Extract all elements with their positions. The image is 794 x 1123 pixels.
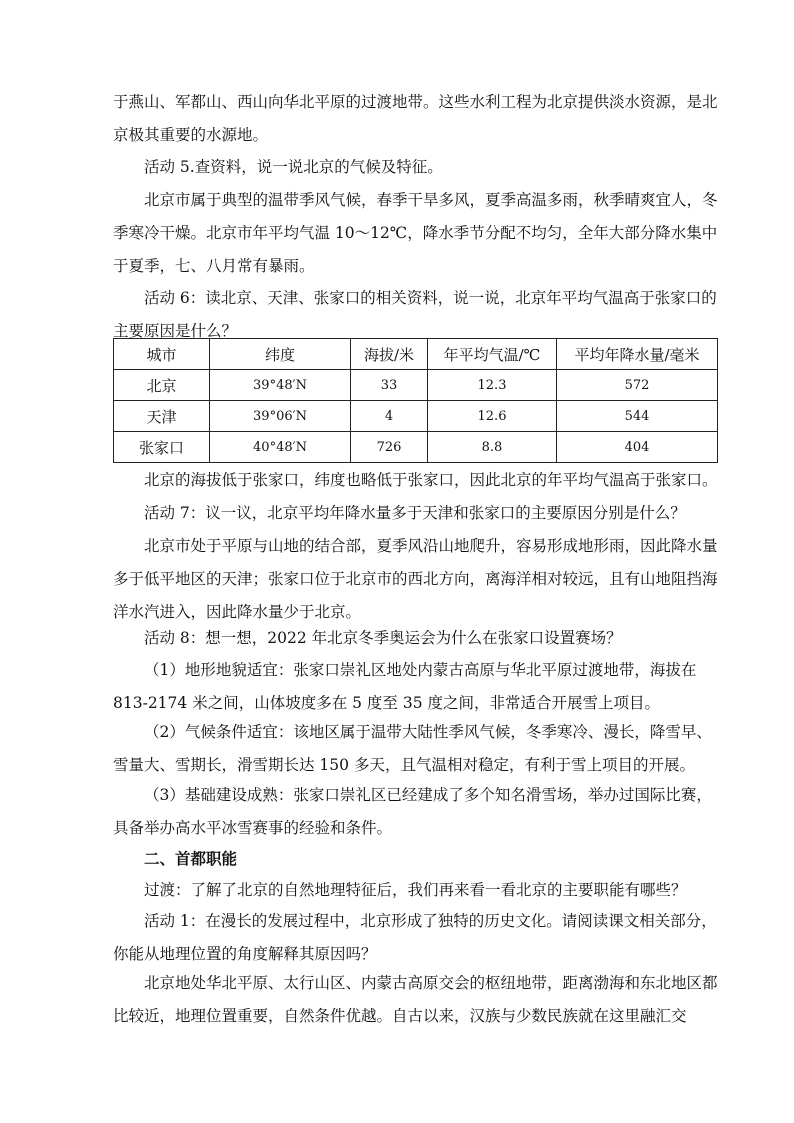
table-cell: 33 [351, 370, 428, 401]
table-header-cell: 海拔/米 [351, 339, 428, 370]
paragraph-water-source: 于燕山、军都山、西山向华北平原的过渡地带。这些水利工程为北京提供淡水资源，是北京极其重要的水源地。 [113, 93, 718, 144]
table-cell: 4 [351, 401, 428, 432]
table-row [114, 370, 718, 401]
table-cell: 12.6 [428, 401, 557, 432]
activity-6-answer: 北京的海拔低于张家口，纬度也略低于张家口，因此北京的年平均气温高于张家口。 [144, 471, 718, 489]
activity-8-point-2: （2）气候条件适宜：该地区属于温带大陆性季风气候，冬季寒冷、漫长，降雪早、雪量大、雪期长，滑雪期长达 150 多天，且气温相对稳定，有利于雪上项目的开展。 [113, 723, 712, 774]
activity-1-prompt: 活动 1：在漫长的发展过程中，北京形成了独特的历史文化。请阅读课文相关部分，你能从地理位置的角度解释其原因吗？ [113, 912, 717, 963]
table-header-cell: 平均年降水量/毫米 [557, 339, 718, 370]
paragraph-climate: 北京市属于典型的温带季风气候，春季干旱多风，夏季高温多雨，秋季晴爽宜人，冬季寒冷干燥。北京市年平均气温 10～12℃，降水季节分配不均匀，全年大部分降水集中于夏季，七、八月常有暴雨。 [113, 191, 718, 275]
activity-7-answer: 北京市处于平原与山地的结合部，夏季风沿山地爬升，容易形成地形雨，因此降水量多于低平地区的天津；张家口位于北京市的西北方向，离海洋相对较远，且有山地阻挡海洋水汽进入，因此降水量少于北京。 [113, 537, 718, 621]
table-header-row [114, 339, 718, 370]
paragraph-location: 北京地处华北平原、太行山区、内蒙古高原交会的枢纽地带，距离渤海和东北地区都比较近，地理位置重要，自然条件优越。自古以来，汉族与少数民族就在这里融汇交 [113, 974, 718, 1025]
transition-text: 过渡：了解了北京的自然地理特征后，我们再来看一看北京的主要职能有哪些？ [144, 881, 687, 899]
table-cell: 天津 [114, 401, 210, 432]
table-header-cell: 年平均气温/℃ [428, 339, 557, 370]
table-cell: 40°48′N [210, 432, 351, 463]
table-cell: 39°48′N [210, 370, 351, 401]
table-cell: 726 [351, 432, 428, 463]
table-cell: 12.3 [428, 370, 557, 401]
table-cell: 北京 [114, 370, 210, 401]
table-cell: 张家口 [114, 432, 210, 463]
activity-5-prompt: 活动 5.查资料，说一说北京的气候及特征。 [144, 158, 443, 176]
activity-8-point-1: （1）地形地貌适宜：张家口崇礼区地处内蒙古高原与华北平原过渡地带，海拔在 813-2174 米之间，山体坡度多在 5 度至 35 度之间，非常适合开展雪上项目。 [113, 661, 697, 712]
table-cell: 544 [557, 401, 718, 432]
table-cell: 8.8 [428, 432, 557, 463]
table-cell: 404 [557, 432, 718, 463]
city-climate-table [113, 338, 718, 463]
table-cell: 39°06′N [210, 401, 351, 432]
table-header-cell: 纬度 [210, 339, 351, 370]
activity-7-prompt: 活动 7：议一议，北京平均年降水量多于天津和张家口的主要原因分别是什么？ [144, 504, 686, 522]
table-row [114, 432, 718, 463]
activity-8-point-3: （3）基础建设成熟：张家口崇礼区已经建成了多个知名滑雪场，举办过国际比赛，具备举办高水平冰雪赛事的经验和条件。 [113, 786, 712, 837]
activity-8-prompt: 活动 8：想一想，2022 年北京冬季奥运会为什么在张家口设置赛场？ [144, 629, 622, 647]
table-row [114, 401, 718, 432]
section-heading: 二、首都职能 [144, 849, 238, 868]
table-cell: 572 [557, 370, 718, 401]
table-header-cell: 城市 [114, 339, 210, 370]
activity-6-prompt: 活动 6：读北京、天津、张家口的相关资料，说一说，北京年平均气温高于张家口的主要原因是什么？ [113, 289, 717, 340]
